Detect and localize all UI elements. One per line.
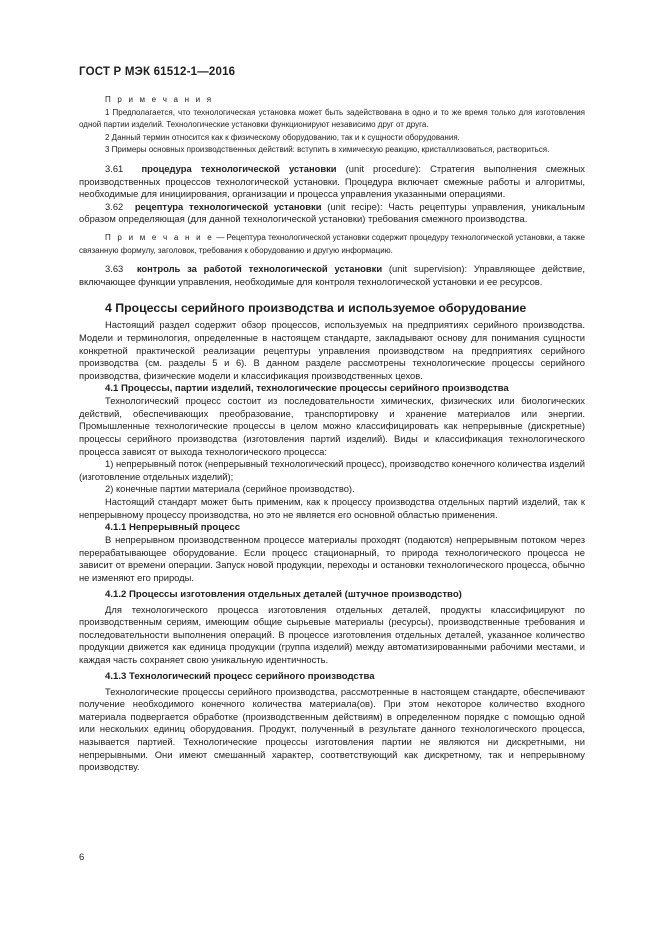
note-3-62: [79, 232, 585, 257]
term-number: 3.61: [105, 162, 124, 174]
note-label: П р и м е ч а н и е: [105, 232, 214, 242]
term-definition: (unit supervision): Управляющее действие, включающее функции управления, необходимые для контроля технологической установки и ее ресурсов.: [79, 263, 585, 287]
notes-label: П р и м е ч а н и я: [105, 95, 214, 104]
section-4-intro: Настоящий раздел содержит обзор процессов, используемых на предприятиях серийного производства. Модели и терминология, определенные в настоящем стандарте, закладывают основу для понимания сущности конкретной практической реализации рецептуры управления производством на предприятиях серийного производства (см. разделы 5 и 6). В данном разделе рассмотрены технологические процессы серийного производства, физические модели и классификация производственных цехов.: [79, 319, 585, 381]
note-item: 2 Данный термин относится как к физическому оборудованию, так и к сущности оборудования.: [105, 132, 460, 142]
section-4-1-2-paragraph: Для технологического процесса изготовления отдельных деталей, продукты классифицируют по производственным сериям, имеющим общие сырьевые материалы (ресурсы), производственные требования и последовательности выполнения операций. В процессе изготовления отдельных деталей, указанное количество продукции движется как единица продукции (группа изделий) между автоматизированными рабочими местами, и каждая часть сохраняет свою уникальную идентичность.: [79, 603, 585, 665]
section-4-1-heading: 4.1 Процессы, партии изделий, технологические процессы серийного производства: [105, 383, 509, 395]
list-item: 2) конечные партии материала (серийное производство).: [105, 483, 355, 495]
section-4-1-1-paragraph: В непрерывном производственном процессе материалы проходят (подаются) непрерывным потоком через перерабатывающее оборудование. Если процесс стационарный, то природа технологического процесса не зависит от времени операции. Запуск новой продукции, переходы и остановки технологического процесса, обычно не изменяют его природы.: [79, 534, 585, 583]
term-number: 3.63: [105, 263, 124, 275]
term-definition: (unit procedure): Стратегия выполнения смежных производственных процессов технологической установки. Процедура включает смежные работы и алгоритмы, необходимые для инициирования, организации и процесса управления указанными операциями.: [79, 162, 585, 200]
section-4-1-paragraph: Настоящий стандарт может быть применим, как к процессу производства отдельных партий изделий, так к непрерывному процессу производства, но это не является его основной областью применения.: [79, 496, 585, 520]
note-item: 1 Предполагается, что технологическая установка может быть задействована в одно и то же время только для изготовления одной партии изделий. Технологические установки функционируют независимо друг от друга.: [79, 107, 585, 130]
standard-header: ГОСТ Р МЭК 61512-1—2016: [79, 66, 236, 78]
notes-block: [79, 94, 585, 157]
note-item: 3 Примеры основных производственных действий: вступить в химическую реакцию, кристаллизоваться, раствориться.: [105, 145, 550, 155]
section-4-heading: 4 Процессы серийного производства и используемое оборудование: [105, 301, 527, 316]
term-definition: (unit recipe): Часть рецептуры управления, уникальным образом определяющая (для данной технологической установки) требования смежного производства.: [79, 200, 585, 225]
term-number: 3.62: [105, 200, 124, 212]
section-4-1-3-paragraph: Технологические процессы серийного производства, рассмотренные в настоящем стандарте, обеспечивают получение необходимого конечного количества материала(ов). При этом некоторое количество входного материала подвергается обработке (производственным действиям) в определенном порядке с помощью одной или нескольких единиц оборудования. Продукт, полученный в результате данного технологического процесса, называется партией. Технологические процессы изготовления партии не являются ни дискретными, ни непрерывными. Они имеют смешанный характер, соответствующий как дискретному, так и непрерывному производству.: [79, 685, 585, 773]
page-content: [79, 94, 585, 774]
section-4-1-1-heading: 4.1.1 Непрерывный процесс: [105, 522, 241, 534]
term-3-63: [79, 263, 585, 288]
section-4-1-paragraph: Технологический процесс состоит из последовательности химических, физических или биологических действий, обеспечивающих преобразование, транспортировку и хранение материалов или энергии. Промышленные технологические процессы в целом можно классифицировать как непрерывные (дискретные) процессы серийного производства (изготовления партий изделий). Виды и классификация технологического процесса зависят от выхода технологического процесса:: [79, 395, 585, 457]
note-text: — Рецептура технологической установки содержит процедуру технологической установки, а также связанную формулу, заголовок, требования к оборудованию и другую информацию.: [79, 232, 585, 255]
section-4-1-3-heading: 4.1.3 Технологический процесс серийного производства: [105, 670, 375, 682]
term-title: рецептура технологической установки: [134, 200, 322, 212]
term-3-61: [79, 163, 585, 201]
term-title: контроль за работой технологической установки: [136, 263, 383, 275]
page-number: 6: [79, 852, 85, 863]
term-title: процедура технологической установки: [141, 162, 337, 174]
term-3-62: [79, 201, 585, 226]
section-4-1-2-heading: 4.1.2 Процессы изготовления отдельных деталей (штучное производство): [105, 588, 462, 600]
list-item: 1) непрерывный поток (непрерывный технологический процесс), производство конечного количества изделий (изготовление отдельных изделий);: [79, 458, 585, 482]
